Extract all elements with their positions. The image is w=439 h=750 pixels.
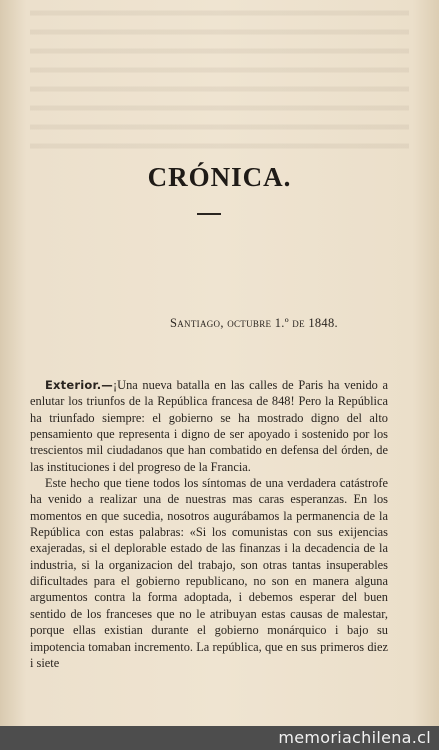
page-title: CRÓNICA. (147, 162, 292, 192)
paragraph-1 (30, 377, 388, 475)
show-through-text (30, 0, 409, 155)
paragraph-2 (30, 475, 388, 671)
title-rule (197, 213, 221, 215)
section-lead: Exterior.— (45, 378, 113, 392)
article-body (30, 377, 388, 671)
dateline: Santiago, octubre 1.º de 1848. (170, 316, 338, 330)
site-watermark[interactable]: memoriachilena.cl (278, 728, 431, 747)
paragraph-text: Este hecho que tiene todos los síntomas de una verdadera catástrofe ha venido a realizar una de nuestras mas caras esperanzas. En los momentos en que sucedia, nosotros augurábamos la permanencia de la República con estas palabras: «Si los comunistas con sus exijencias exajeradas, si el deplorable estado de las finanzas i la decadencia de la industria, si la organizacion del trabajo, son otras tantas insuperables dificultades para el gobierno republicano, no son en manera alguna argumentos contra la forma adoptada, i debemos esperar del buen sentido de los franceses que no le atribuyan estas causas de malestar, porque ellas existian durante el gobierno monárquico i bajo su impotencia tomaban incremento. La república, que en sus primeros diez i siete (30, 476, 388, 670)
paragraph-text: ¡Una nueva batalla en las calles de Paris ha venido a enlutar los triunfos de la República francesa de 848! Pero la República ha triunfado siempre: el gobierno se ha mostrado digno del alto pensamiento que representa i digno de ser apoyado i sostenido por los trescientos mil ciudadanos que han combatido en defensa del órden, de las instituciones i del progreso de la Francia. (30, 378, 388, 474)
footer-bar (0, 726, 439, 750)
